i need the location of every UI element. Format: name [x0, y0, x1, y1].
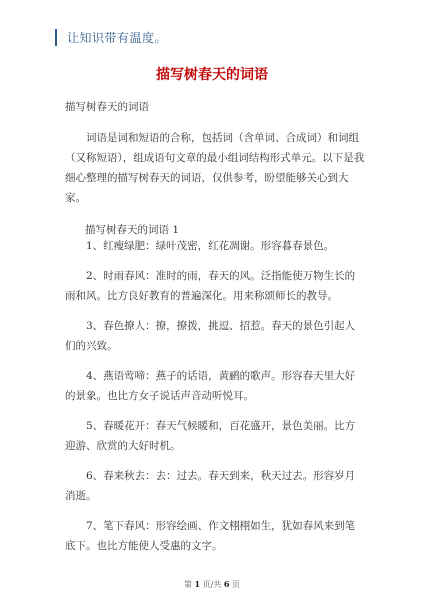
- footer-page-number: 1: [194, 579, 201, 589]
- footer-prefix: 第: [183, 580, 192, 589]
- header-accent-bar: [55, 29, 57, 46]
- list-item: 3、春色撩人：撩，撩拨，挑逗、招惹。春天的景色引起人们的兴致。: [65, 320, 356, 352]
- footer-suffix: 页: [232, 580, 241, 589]
- intro-paragraph: 词语是词和短语的合称，包括词（含单词、合成词）和词组（又称短语），组成语句文章的最小组词结构形式单元。以下是我细心整理的描写树春天的词语，仅供参考，盼望能够关心到大家。: [65, 132, 365, 204]
- document-title: 描写树春天的词语: [156, 67, 268, 83]
- document-subtitle: 描写树春天的词语: [65, 101, 149, 113]
- list-item: 2、时雨春风：准时的雨，春天的风。泛指能使万物生长的雨和风。比方良好教育的普遍深化。用来称颂师长的教导。: [65, 270, 356, 302]
- header-tagline: 让知识带有温度。: [67, 31, 168, 45]
- list-item: 1、红瘦绿肥：绿叶茂密，红花凋谢。形容暮春景色。: [86, 240, 335, 252]
- footer-total-pages: 6: [223, 579, 230, 589]
- list-item: 5、春暖花开：春天气候暖和，百花盛开，景色美丽。比方迎游、欣赏的大好时机。: [65, 420, 356, 452]
- list-item: 7、笔下春风：形容绘画、作文栩栩如生，犹如春风来到笔底下。也比方能使人受惠的文字。: [65, 520, 356, 552]
- section-title: 描写树春天的词语 1: [85, 224, 180, 236]
- header: [55, 29, 167, 46]
- footer-middle: 页/共: [202, 580, 222, 589]
- list-item: 6、春来秋去：去：过去。春天到来，秋天过去。形容岁月消逝。: [65, 470, 356, 502]
- list-item: 4、燕语莺啼：燕子的话语，黄鹂的歌声。形容春天里大好的景象。也比方女子说话声音动听悦耳。: [65, 370, 356, 402]
- page-footer: [0, 579, 424, 590]
